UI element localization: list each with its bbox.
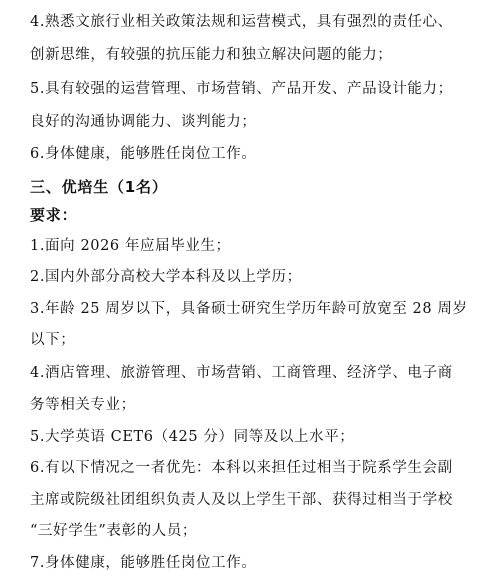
requirement-line: 3.年龄 25 周岁以下，具备硕士研究生学历年龄可放宽至 28 周岁 [30, 301, 468, 317]
requirement-line: 良好的沟通协调能力、谈判能力； [30, 114, 257, 130]
requirement-line: 5.具有较强的运营管理、市场营销、产品开发、产品设计能力； [30, 81, 453, 97]
requirement-line: 6.有以下情况之一者优先：本科以来担任过相当于院系学生会副 [30, 460, 453, 476]
requirement-line: “三好学生”表彰的人员； [30, 523, 198, 539]
requirement-line: 创新思维，有较强的抗压能力和独立解决问题的能力； [30, 47, 393, 63]
requirement-line: 1.面向 2026 年应届毕业生； [30, 238, 231, 254]
requirements-label: 要求： [30, 206, 78, 224]
section-heading: 三、优培生（1名） [30, 178, 168, 196]
requirement-line: 2.国内外部分高校大学本科及以上学历； [30, 269, 302, 285]
requirement-line: 6.身体健康，能够胜任岗位工作。 [30, 146, 257, 162]
requirement-line: 4.酒店管理、旅游管理、市场营销、工商管理、经济学、电子商 [30, 365, 453, 381]
requirement-line: 7.身体健康，能够胜任岗位工作。 [30, 555, 257, 571]
requirement-line: 以下； [30, 332, 76, 348]
requirement-line: 4.熟悉文旅行业相关政策法规和运营模式，具有强烈的责任心、 [30, 14, 453, 30]
requirement-line: 务等相关专业； [30, 397, 136, 413]
requirement-line: 主席或院级社团组织负责人及以上学生干部、获得过相当于学校 [30, 492, 453, 508]
requirement-line: 5.大学英语 CET6（425 分）同等及以上水平； [30, 429, 355, 445]
